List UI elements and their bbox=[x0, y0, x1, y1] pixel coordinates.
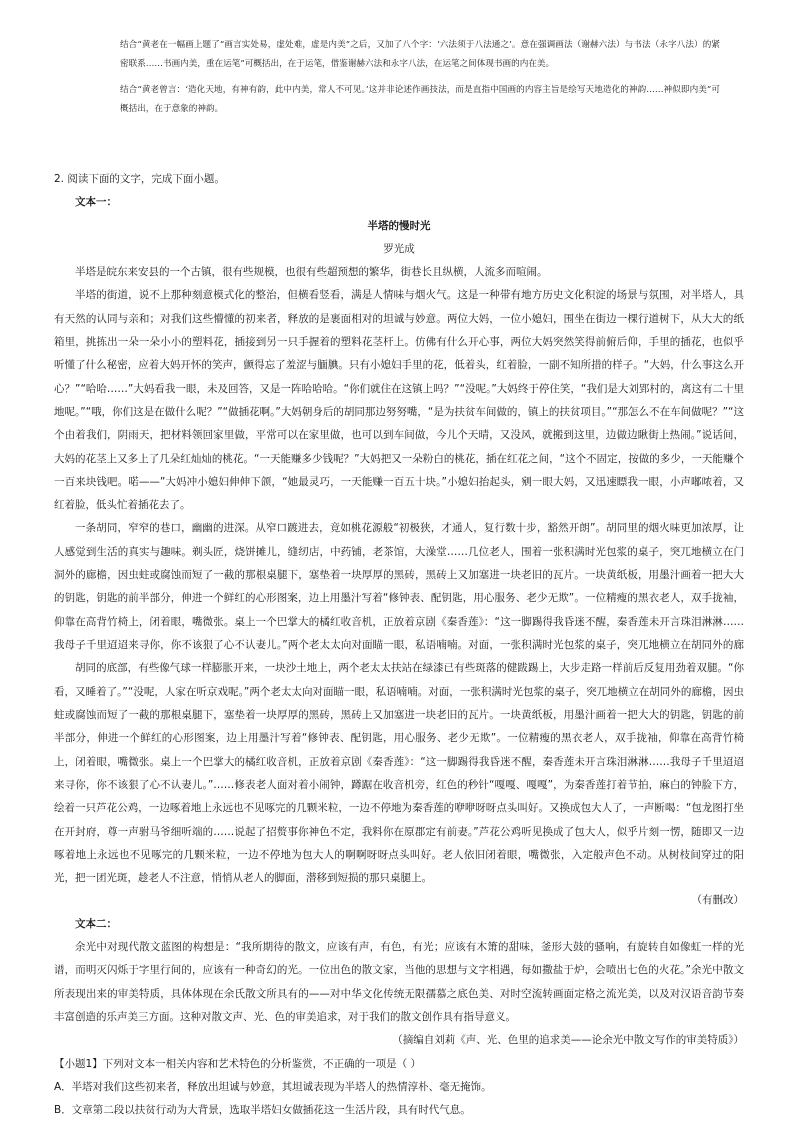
question-2 bbox=[54, 168, 744, 1122]
article-paragraph-1: 半塔是皖东来安县的一个古镇，很有些规模，也很有些超预想的繁华，街巷长且纵横，人流多而喧闹。 bbox=[75, 266, 548, 279]
text2-source: （摘编自刘莉《声、光、色里的追求美——论余光中散文写作的审美特质》） bbox=[392, 1034, 744, 1047]
question-title: 2. 阅读下面的文字，完成下面小题。 bbox=[54, 173, 225, 185]
article-author: 罗光成 bbox=[383, 242, 415, 255]
text2-paragraph: 余光中对现代散文蓝图的构想是：“我所期待的散文，应该有声，有色，有光；应该有木箫的甜味，釜形大鼓的骚响，有旋转自如像虹一样的光谱，而明灭闪烁于字里行间的，应该有一种奇幻的光。一位出色的散文家，当他的思想与文字相遇，每如撒盐于炉，会喷出七色的火花。”余光中散文所表现出来的审美特质，具体体现在余氏散文所具有的——对中华文化传统无限孺慕之底色美、对时空流转画面定格之流光美，以及对汉语音韵节奏丰富创造的乐声美三方面。这种对散文声、光、色的审美追求，对于我们的散文创作具有指导意义。 bbox=[54, 941, 744, 1023]
answer-note-2: 结合“黄老曾言：‘造化天地，有神有韵，此中内美，常人不可见。’这并非论述作画技法，而是直指中国画的内容主旨是绘写天地造化的神韵……神似即内美”可概括出，在于意象的神韵。 bbox=[120, 84, 720, 114]
option-a: A．半塔对我们这些初来者，释放出坦诚与妙意，其坦诚表现为半塔人的热情淳朴、毫无掩饰。 bbox=[54, 1080, 492, 1093]
sub-question-1: 【小题1】下列对文本一相关内容和艺术特色的分析鉴赏，不正确的一项是（ ） bbox=[54, 1057, 422, 1070]
article-paragraph-3: 一条胡同，窄窄的巷口，幽幽的进深。从窄口踱进去，竟如桃花源般“初极狭，才通人，复行数十步，豁然开朗”。胡同里的烟火味更加浓厚，让人感觉到生活的真实与趣味。剃头匠，烧饼摊儿，缝纫店，中药铺，老茶馆，大澡堂……几位老人，围着一张积满时光包浆的桌子，突兀地横立在门洞外的廊檐，因虫蛀或腐蚀而短了一截的那根桌腿下，塞垫着一块厚厚的黑砖，黑砖上又加塞进一块老旧的瓦片。一块黄纸板，用墨汁画着一把大大的钥匙，钥匙的前半部分，伸进一个鲜红的心形图案，边上用墨汁写着“修钟表、配钥匙，用心服务、老少无欺”。一位精瘦的黑衣老人，双手拢袖，仰靠在高背竹椅上，闭着眼，嘴微张。桌上一个巴掌大的橘红收音机，正放着京剧《秦香莲》：“这一脚踢得我昏迷不醒，秦香莲未开言珠泪淋淋……我母子千里迢迢来寻你，你不该狠了心不认妻儿。”两个老太太向对面瞄一眼，私语喃喃。对面，一张积满时光包浆的桌子，突兀地横立在胡同外的廊 bbox=[54, 522, 744, 651]
article-title: 半塔的慢时光 bbox=[367, 219, 431, 232]
text2-label: 文本二： bbox=[75, 917, 117, 930]
edit-note: （有删改） bbox=[691, 894, 744, 907]
option-b: B．文章第二段以扶贫行动为大背景，选取半塔妇女做插花这一生活片段，具有时代气息。 bbox=[54, 1104, 471, 1117]
answer-notes bbox=[120, 36, 720, 125]
article-paragraph-4: 胡同的底部，有些像气球一样膨胀开来，一块沙土地上，两个老太太扶站在绿漆已有些斑落的健跋踢上，大步走路一样前后反复用劲着双腿。“你看，又睡着了。”“没呢，人家在听京戏呢。”两个老太太向对面瞄一眼，私语喃喃。对面，一张积满时光包浆的桌子，突兀地横立在胡同外的廊檐，因虫蛀或腐蚀而短了一截的那根桌腿下，塞垫着一块厚厚的黑砖，黑砖上又加塞进一块老旧的瓦片。一块黄纸板，用墨汁画着一把大大的钥匙，钥匙的前半部分，伸进一个鲜红的心形图案，边上用墨汁写着“修钟表、配钥匙，用心服务、老少无欺”。一位精瘦的黑衣老人，双手拢袖，仰靠在高背竹椅上，闭着眼，嘴微张。桌上一个巴掌大的橘红收音机，正放着京剧《秦香莲》：“这一脚踢得我昏迷不醒，秦香莲未开言珠泪淋淋……我母子千里迢迢来寻你，你不该狠了心不认妻儿。”……修表老人面对着小闹钟，蹲踞在收音机旁，红色的秒针“嘎嘎、嘎嘎”，为秦香莲打着节拍，麻白的钟脸下方，绘着一只芦花公鸡，一边啄着地上永远也不见啄完的几颗米粒，一边不停地为秦香莲的咿咿呀呀点头叫好。又换成包大人了，一声断喝：“包龙图打坐在开封府，尊一声驸马爷细听端的……说起了招赘事你神色不定，我料你在原郡定有前妻。”芦花公鸡听见换成了包大人，似乎片刻一愣，随即又一边啄着地上永远也不见啄完的几颗米粒，一边不停地为包大人的啊啊呀呀点头叫好。老人依旧闭着眼，嘴微张，入定般声色不动。从树枝间穿过的阳光，把一团光斑，趁老人不注意，悄悄从老人的脚面，潜移到短损的那只桌腿上。 bbox=[54, 662, 744, 885]
article-paragraph-2: 半塔的街道，说不上那种刻意模式化的整治，但横看竖看，满是人情味与烟火气。这是一种带有地方历史文化积淀的场景与氛围，对半塔人，具有天然的认同与亲和；对我们这些懵懂的初来者，释放的是裹面相对的坦诚与妙意。两位大妈，一位小媳妇，围坐在街边一棵行道树下，从大大的纸箱里，挑拣出一朵一朵小小的塑料花，插接到另一只手握着的塑料花茎杆上。仿佛有什么开心事，两位大妈突然笑得前俯后仰，手里的插花，也似乎听懂了什么秘密，应着大妈开怀的笑声，颤得忘了羞涩与腼腆。只有小媳妇手里的花，低着头，红着脸，一副不知所措的样子。“大妈，什么事这么开心？”“哈哈……”大妈看我一眼，未及回答，又是一阵哈哈哈。“你们就住在这镇上吗？”“没呢。”大妈终于停住笑，“我们是大刘郢村的，离这有二十里地呢。”“哦，你们这是在做什么呢？”“做插花啊。”大妈朝身后的胡同那边努努嘴，“是为扶贫车间做的，镇上的扶贫项目。”“那怎么不在车间做呢？”“这个由着我们，阴雨天，把材料领回家里做，平常可以在家里做，也可以到车间做，今儿个天晴，又没风，就搬到这里，边做边瞅街上热闹。”说话间，大妈的花茎上又多上了几朵红灿灿的桃花。“一天能赚多少钱呢？”大妈把又一朵粉白的桃花，插在红花之间，“这个不固定，按做的多少，一天能赚个一百来块钱吧。喏——”大妈冲小媳妇伸伸下颌，“她最灵巧，一天能赚一百五十块。”小媳妇抬起头，剜一眼大妈，又迅速瞟我一眼，小声嘟哝着，又红着脸，低头忙着插花去了。 bbox=[54, 289, 744, 512]
answer-note-1: 结合“黄老在一幅画上题了“画言实处易，虚处难，虚是内美”之后，又加了八个字：‘六法须于八法通之’。意在强调画法（谢赫六法）与书法（永字八法）的紧密联系……书画内美，重在运笔”可概括出，在于运笔，借鉴谢赫六法和永字八法，在运笔之间体现书画的内在美。 bbox=[120, 40, 720, 70]
text1-label: 文本一： bbox=[75, 196, 117, 209]
